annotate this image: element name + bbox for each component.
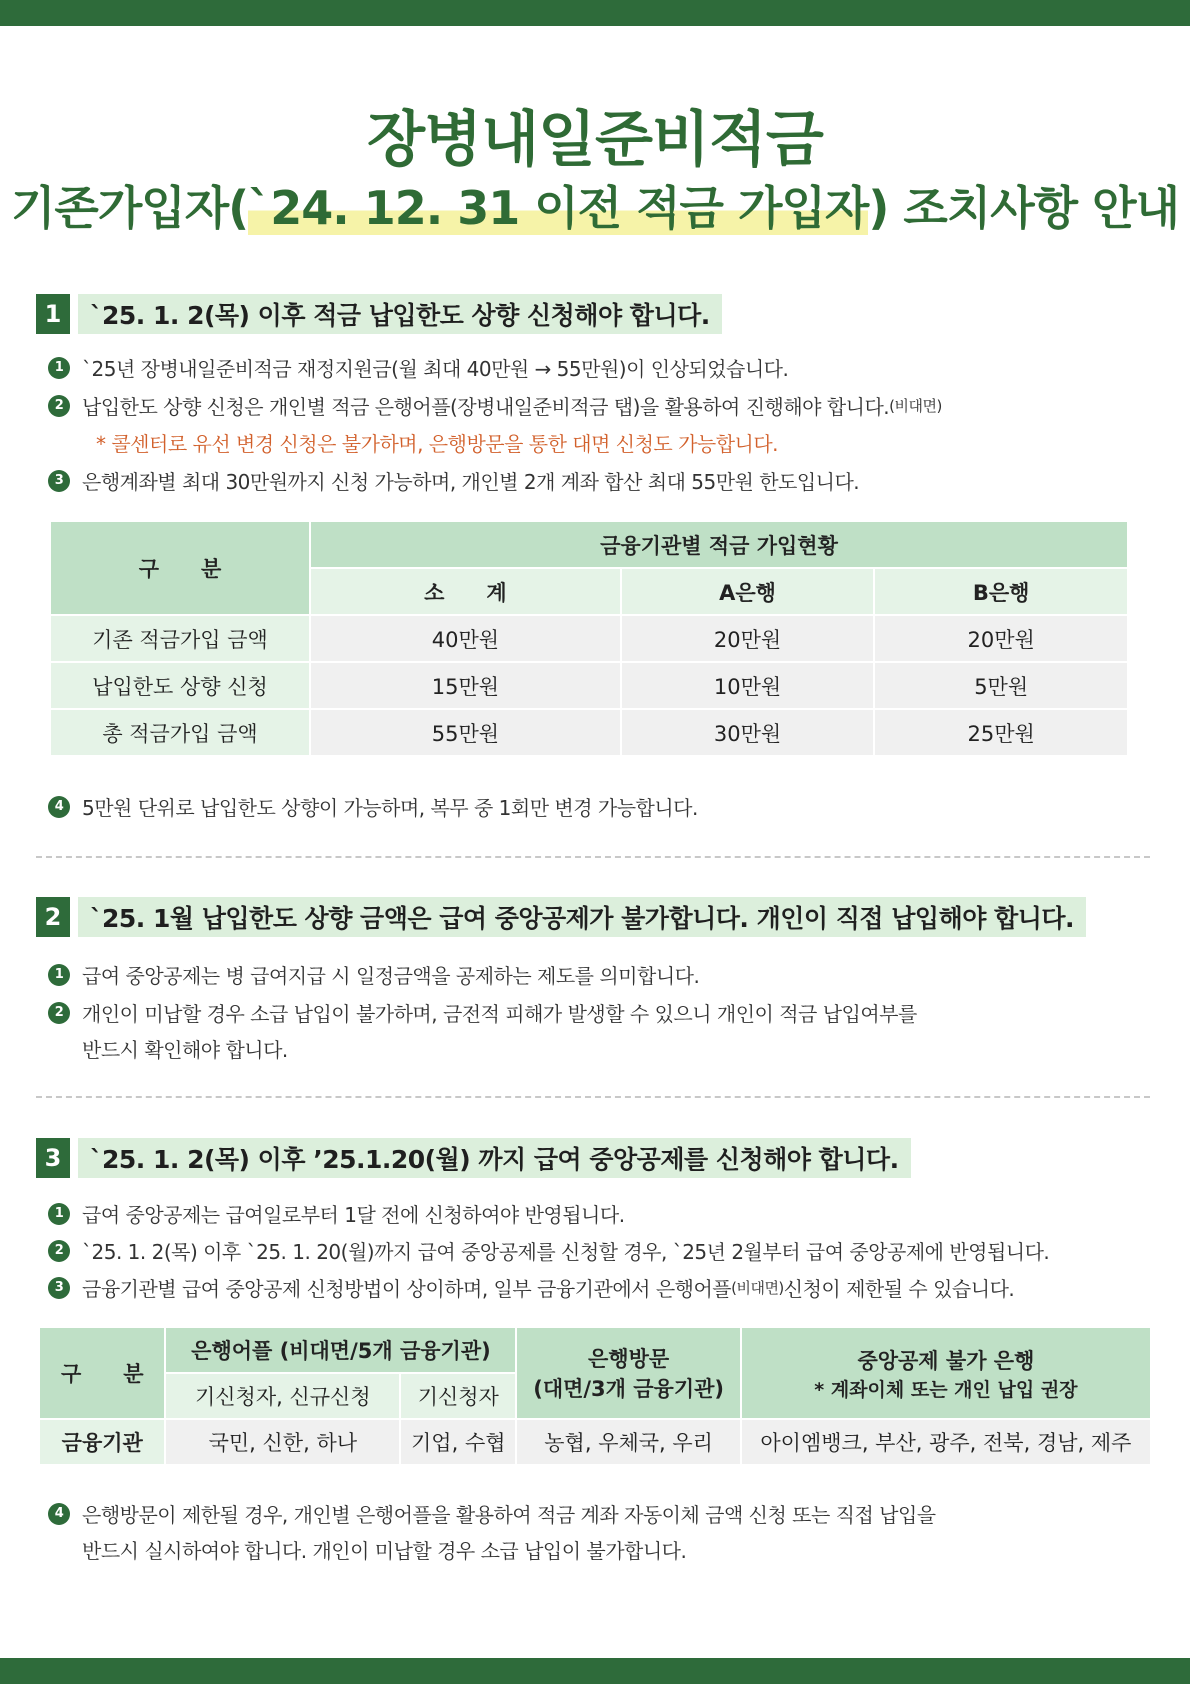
- number-badge: 2: [48, 1002, 70, 1024]
- deduction-bank-table: [38, 1326, 1152, 1466]
- section2-item-1: 1 급여 중앙공제는 병 급여지급 시 일정금액을 공제하는 제도를 의미합니다.: [48, 960, 699, 989]
- table-header-app-new: 기신청자, 신규신청: [166, 1374, 399, 1418]
- section3-item-3: 3 금융기관별 급여 중앙공제 신청방법이 상이하며, 일부 금융기관에서 은행어플 (비대면) 신청이 제한될 수 있습니다.: [48, 1273, 1014, 1302]
- table-header-bank-b: B은행: [875, 569, 1127, 614]
- section3-number: 3: [36, 1138, 70, 1178]
- section2-number: 2: [36, 897, 70, 937]
- table-row: 납입한도 상향 신청 15만원 10만원 5만원: [51, 663, 1127, 708]
- section1-header: [36, 294, 722, 334]
- section1-item-3: 3 은행계좌별 최대 30만원까지 신청 가능하며, 개인별 2개 계좌 합산 최대 55만원 한도입니다.: [48, 466, 859, 495]
- table-header-group: 금융기관별 적금 가입현황: [311, 522, 1127, 567]
- table-row: 기존 적금가입 금액 40만원 20만원 20만원: [51, 616, 1127, 661]
- section2-item-2: 2 개인이 미납할 경우 소급 납입이 불가하며, 금전적 피해가 발생할 수 있으니 개인이 적금 납입여부를: [48, 998, 917, 1027]
- section3-header: [36, 1138, 911, 1178]
- section3-item-1: 1 급여 중앙공제는 급여일로부터 1달 전에 신청하여야 반영됩니다.: [48, 1199, 625, 1228]
- table-header-category: 구 분: [51, 522, 309, 614]
- table-header-visit: 은행방문 (대면/3개 금융기관): [517, 1328, 739, 1418]
- section1-title: `25. 1. 2(목) 이후 적금 납입한도 상향 신청해야 합니다.: [78, 294, 722, 334]
- bottom-bar: [0, 1658, 1190, 1684]
- table-header-bank-a: A은행: [622, 569, 874, 614]
- section1-item-4: 4 5만원 단위로 납입한도 상향이 가능하며, 복무 중 1회만 변경 가능합니다.: [48, 792, 698, 821]
- section3-title: `25. 1. 2(목) 이후 ’25.1.20(월) 까지 급여 중앙공제를 신청해야 합니다.: [78, 1138, 911, 1178]
- table-header-no-deduction: 중앙공제 불가 은행 * 계좌이체 또는 개인 납입 권장: [742, 1328, 1150, 1418]
- divider: [36, 1096, 1150, 1098]
- section2-item-2-continued: 반드시 확인해야 합니다.: [82, 1038, 288, 1062]
- section2-header: [36, 897, 1086, 937]
- number-badge: 4: [48, 796, 70, 818]
- number-badge: 3: [48, 470, 70, 492]
- number-badge: 2: [48, 1240, 70, 1262]
- section3-item-4: 4 은행방문이 제한될 경우, 개인별 은행어플을 활용하여 적금 계좌 자동이체 금액 신청 또는 직접 납입을: [48, 1499, 936, 1528]
- section1-number: 1: [36, 294, 70, 334]
- table-header-app: 은행어플 (비대면/5개 금융기관): [166, 1328, 515, 1372]
- top-bar: [0, 0, 1190, 26]
- number-badge: 1: [48, 1203, 70, 1225]
- table-row: 금융기관 국민, 신한, 하나 기업, 수협 농협, 우체국, 우리 아이엠뱅크, 부산, 광주, 전북, 경남, 제주: [40, 1420, 1150, 1464]
- section1-item-1: 1 `25년 장병내일준비적금 재정지원금(월 최대 40만원 → 55만원)이 인상되었습니다.: [48, 353, 788, 382]
- section2-title: `25. 1월 납입한도 상향 금액은 급여 중앙공제가 불가합니다. 개인이 직접 납입해야 합니다.: [78, 897, 1086, 937]
- number-badge: 2: [48, 395, 70, 417]
- section1-item-2: 2 납입한도 상향 신청은 개인별 적금 은행어플(장병내일준비적금 탭)을 활용하여 진행해야 합니다. (비대면): [48, 391, 942, 420]
- table-row: 총 적금가입 금액 55만원 30만원 25만원: [51, 710, 1127, 755]
- table-header-subtotal: 소 계: [311, 569, 620, 614]
- section3-item-4-continued: 반드시 실시하여야 합니다. 개인이 미납할 경우 소급 납입이 불가합니다.: [82, 1539, 687, 1563]
- section3-item-2: 2 `25. 1. 2(목) 이후 `25. 1. 20(월)까지 급여 중앙공제를 신청할 경우, `25년 2월부터 급여 중앙공제에 반영됩니다.: [48, 1236, 1049, 1265]
- section1-note: * 콜센터로 유선 변경 신청은 불가하며, 은행방문을 통한 대면 신청도 가능합니다.: [96, 432, 779, 456]
- divider: [36, 856, 1150, 858]
- page-title: 장병내일준비적금: [367, 105, 823, 175]
- table-header-app-existing: 기신청자: [401, 1374, 515, 1418]
- number-badge: 1: [48, 964, 70, 986]
- date-highlight: `24. 12. 31 이전 적금 가입자: [248, 181, 869, 235]
- page-subtitle: 기존가입자(`24. 12. 31 이전 적금 가입자) 조치사항 안내: [10, 181, 1179, 235]
- savings-status-table: [49, 520, 1129, 757]
- number-badge: 3: [48, 1277, 70, 1299]
- table-header-category: 구 분: [40, 1328, 164, 1418]
- number-badge: 4: [48, 1503, 70, 1525]
- number-badge: 1: [48, 357, 70, 379]
